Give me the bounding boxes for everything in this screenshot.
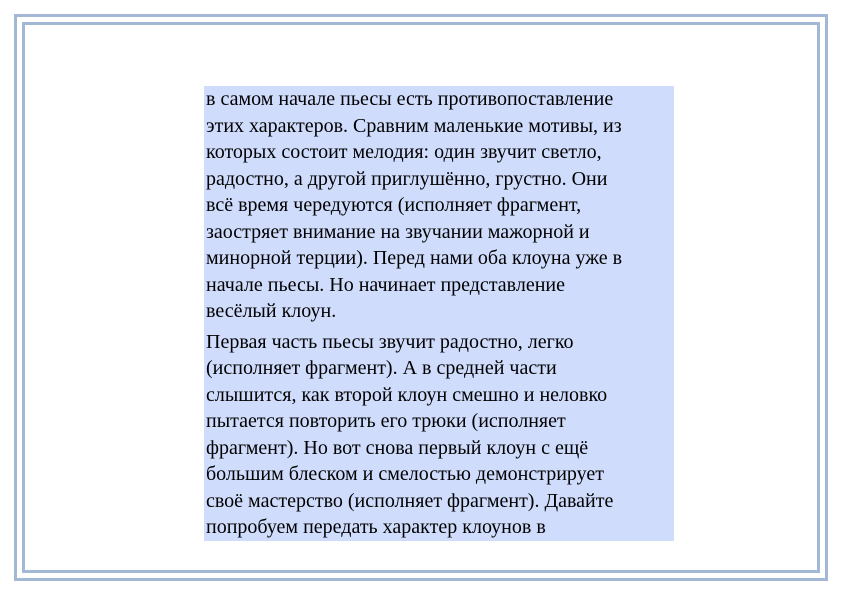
paragraph-2: Первая часть пьесы звучит радостно, легко (исполняет фрагмент). А в средней части слышится, как второй клоун смешно и неловко пытается повторить его трюки (исполняет фрагмент). Но вот снова первый клоун с ещё большим блеском и смелостью демонстрирует своё мастерство (исполняет фрагмент). Давайте попробуем передать характер клоунов в (206, 330, 614, 538)
slide-text-block (204, 86, 674, 541)
paragraph-1: в самом начале пьесы есть противопоставление этих характеров. Сравним маленькие мотивы, из которых состоит мелодия: один звучит светло, радостно, а другой приглушённо, грустно. Они всё время чередуются (исполняет фрагмент, заостряет внимание на звучании мажорной и минорной терции). Перед нами оба клоуна уже в начале пьесы. Но начинает представление весёлый клоун. (206, 88, 623, 322)
